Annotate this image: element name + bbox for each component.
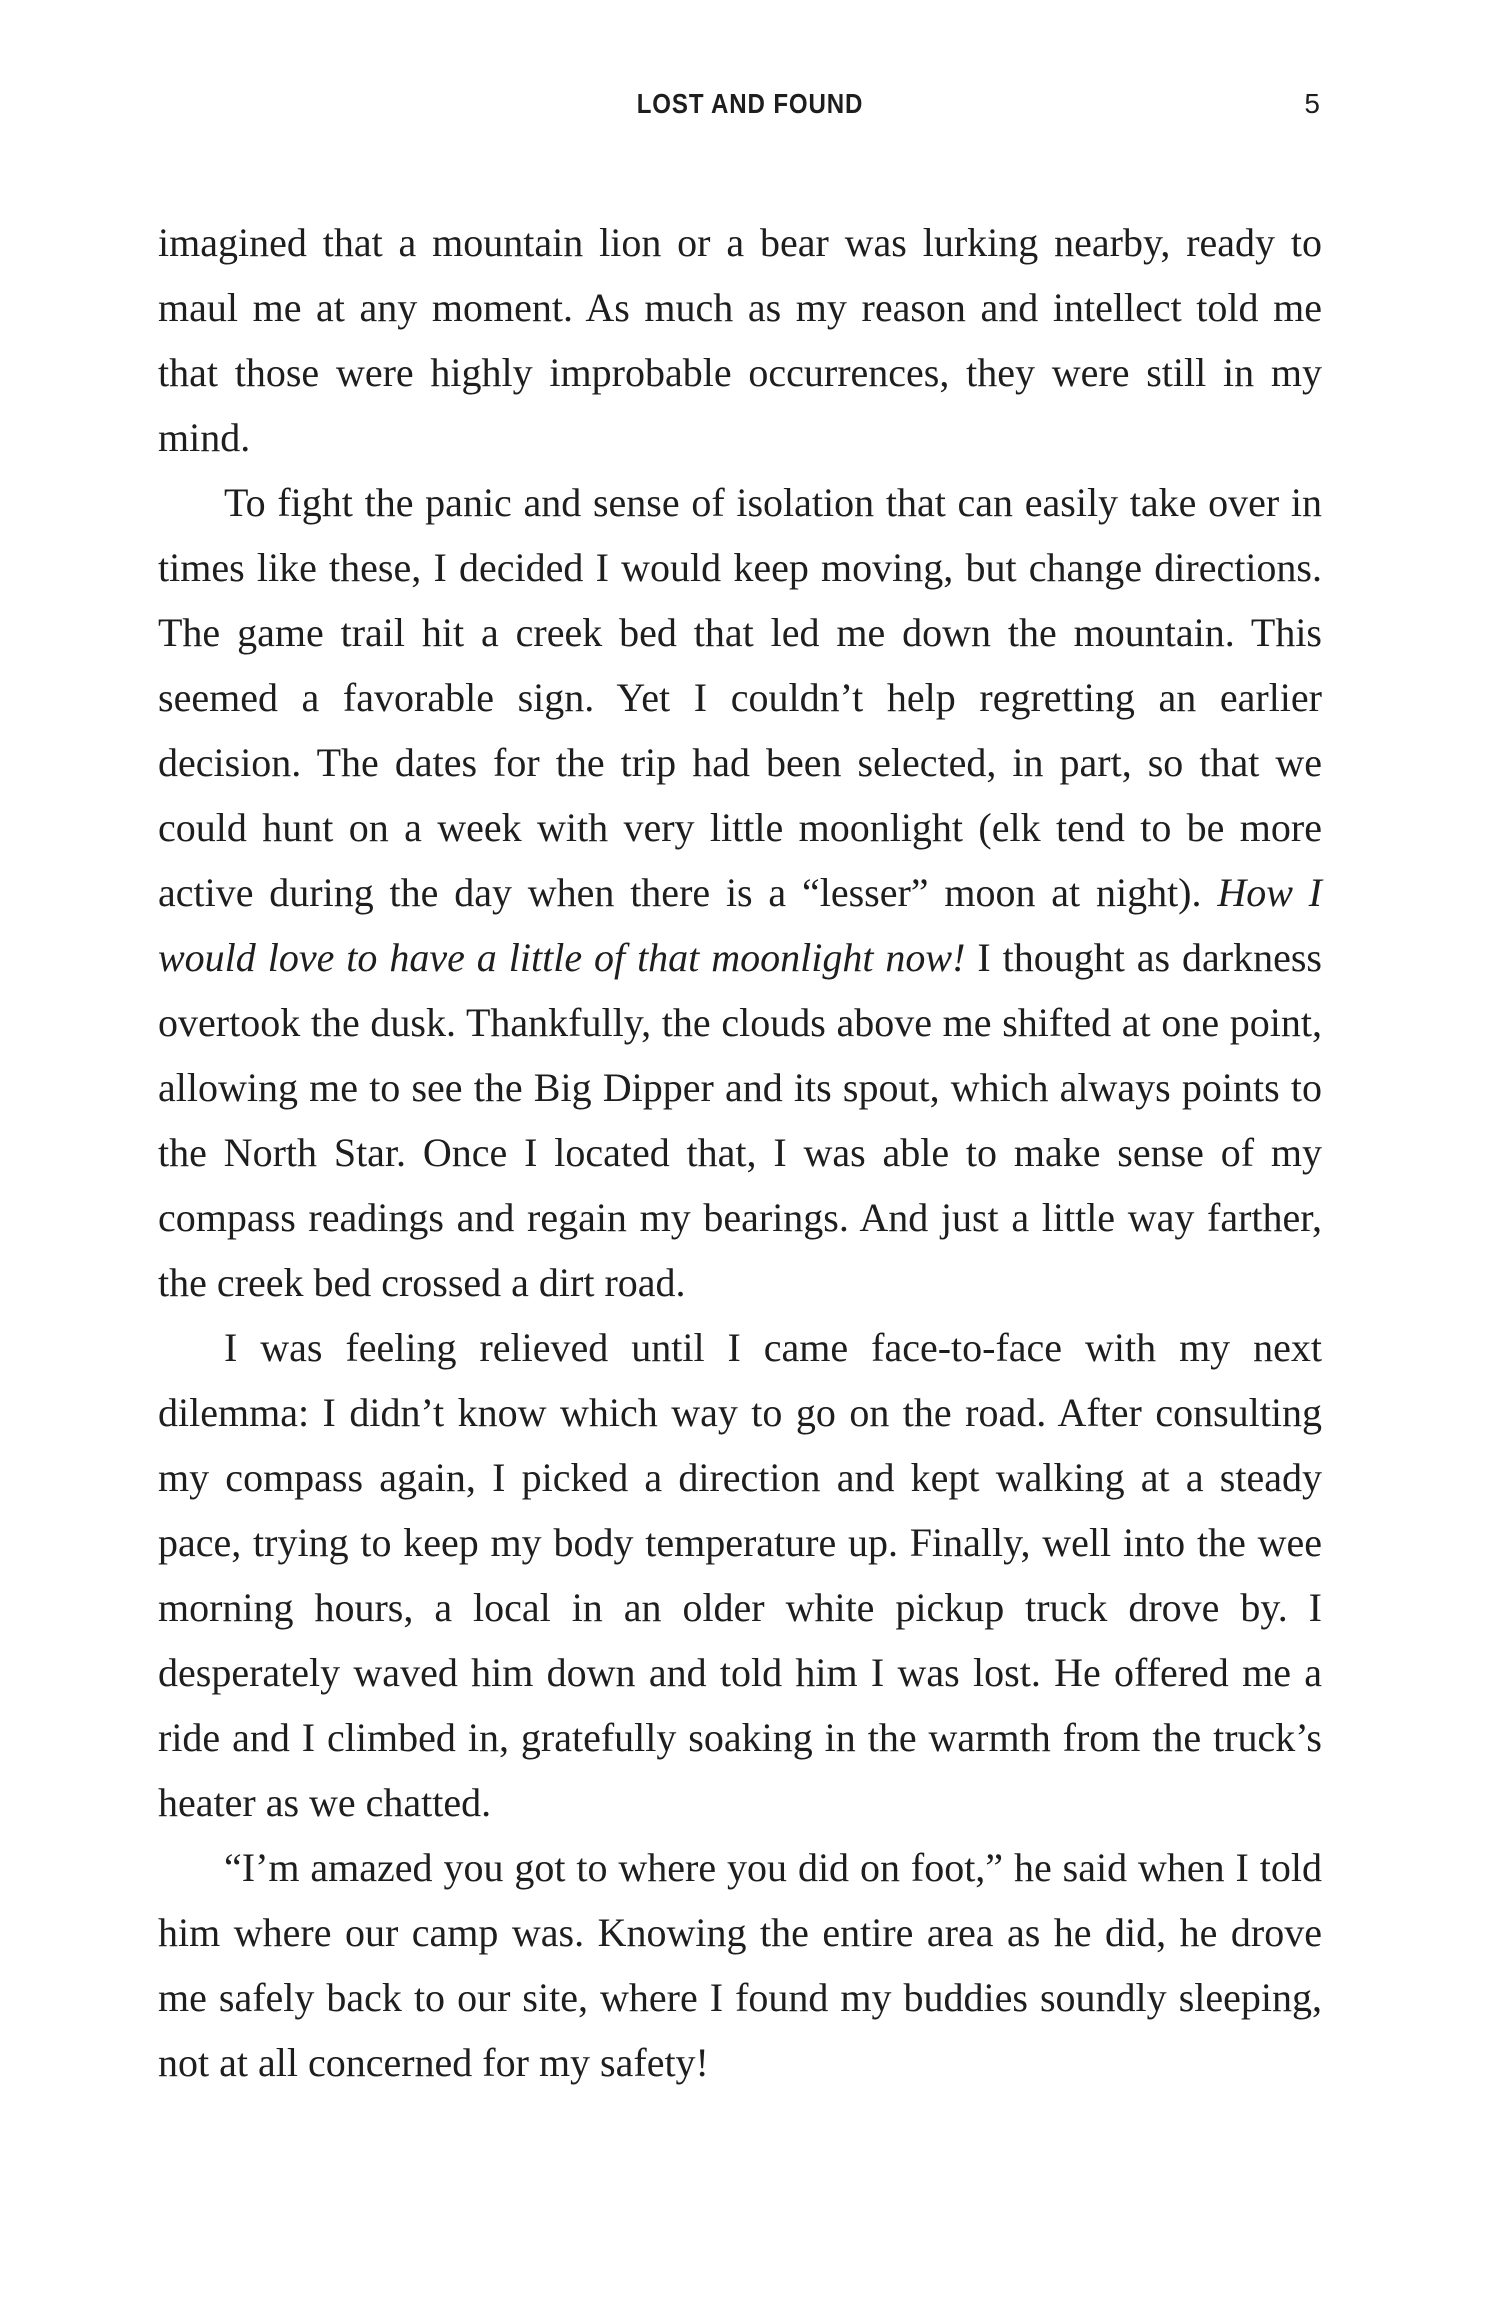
paragraph [158,1835,1322,2095]
running-title: LOST AND FOUND [636,88,864,119]
paragraph-text: I was feeling relieved until I came face-to-face with my next dilemma: I didn’t know which way to go on the road. After consulting my compass again, I picked a direction and kept walking at a steady pace, trying to keep my body temperature up. Finally, well into the wee morning hours, a local in an older white pickup truck drove by. I desperately waved him down and told him I was lost. He offered me a ride and I climbed in, gratefully soaking in the warmth from the truck’s heater as we chatted. [158,1325,1322,1825]
paragraph [158,470,1322,1315]
paragraph-text: I thought as darkness overtook the dusk. Thankfully, the clouds above me shifted at one point, allowing me to see the Big Dipper and its spout, which always points to the North Star. Once I located that, I was able to make sense of my compass readings and regain my bearings. And just a little way farther, the creek bed crossed a dirt road. [158,935,1323,1305]
paragraph-text: “I’m amazed you got to where you did on foot,” he said when I told him where our camp was. Knowing the entire area as he did, he drove me safely back to our site, where I found my buddies soundly sleeping, not at all concerned for my safety! [158,1845,1322,2085]
italic-thought: How I would love to have a little of that moonlight now! [158,870,1323,980]
running-head [0,80,1500,130]
paragraph [158,1315,1322,1835]
page-number: 5 [1304,88,1320,119]
paragraph-continued [158,210,1322,470]
body-text [158,210,1322,2095]
paragraph-text: imagined that a mountain lion or a bear was lurking nearby, ready to maul me at any moment. As much as my reason and intellect told me that those were highly improbable occurrences, they were still in my mind. [158,220,1322,460]
paragraph-text: To fight the panic and sense of isolation that can easily take over in times like these, I decided I would keep moving, but change directions. The game trail hit a creek bed that led me down the mountain. This seemed a favorable sign. Yet I couldn’t help regretting an earlier decision. The dates for the trip had been selected, in part, so that we could hunt on a week with very little moonlight (elk tend to be more active during the day when there is a “lesser” moon at night). [158,480,1322,915]
